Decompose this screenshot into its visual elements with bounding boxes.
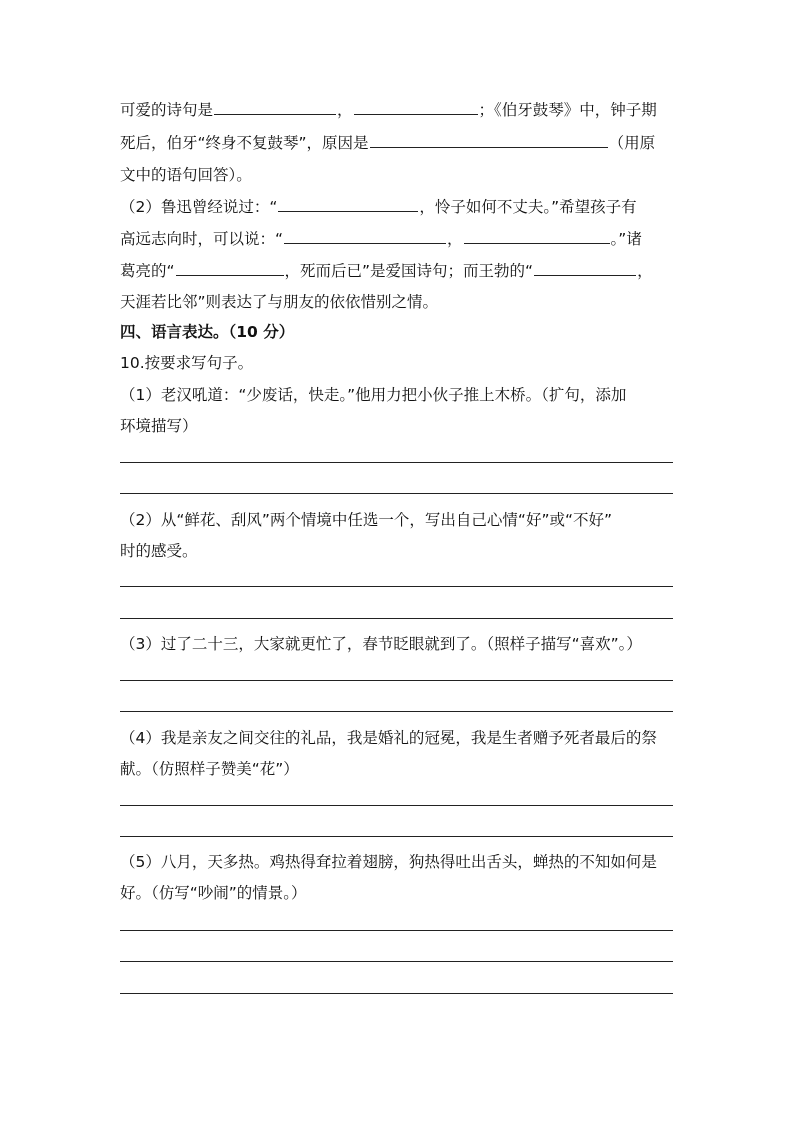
answer-blank[interactable] — [284, 229, 446, 244]
text-segment: （用原 — [608, 134, 656, 152]
question-1-text: 环境描写） — [120, 417, 198, 435]
poem-line-4 — [120, 196, 675, 218]
answer-line[interactable] — [120, 462, 673, 463]
text-segment: ， — [337, 101, 353, 119]
question-3-text: （3）过了二十三，大家就更忙了，春节眨眼就到了。（照样子描写“喜欢”。） — [120, 635, 642, 653]
text-segment: ，怜子如何不丈夫。”希望孩子有 — [419, 198, 637, 216]
answer-line[interactable] — [120, 836, 673, 837]
answer-line[interactable] — [120, 993, 673, 994]
answer-blank[interactable] — [214, 100, 336, 115]
section-heading: 四、语言表达。（10 分） — [120, 323, 295, 341]
answer-blank[interactable] — [176, 261, 284, 276]
answer-blank[interactable] — [278, 197, 418, 212]
answer-line[interactable] — [120, 493, 673, 494]
answer-blank[interactable] — [534, 261, 636, 276]
text-segment: 高远志向时，可以说：“ — [120, 230, 284, 248]
question-4-text: 献。（仿照样子赞美“花”） — [120, 760, 299, 778]
answer-line[interactable] — [120, 930, 673, 931]
answer-blank[interactable] — [354, 100, 478, 115]
text-segment: 葛亮的“ — [120, 262, 175, 280]
answer-line[interactable] — [120, 680, 673, 681]
poem-line-5 — [120, 228, 675, 250]
answer-line[interactable] — [120, 961, 673, 962]
poem-line-7: 天涯若比邻”则表达了与朋友的依依惜别之情。 — [120, 293, 439, 311]
poem-line-1 — [120, 99, 675, 121]
text-segment: ；《伯牙鼓琴》中，钟子期 — [478, 101, 657, 119]
text-segment: 。”诸 — [610, 230, 642, 248]
text-segment: ， — [447, 230, 463, 248]
question-5-text: 好。（仿写“吵闹”的情景。） — [120, 884, 307, 902]
text-segment: ，死而后已”是爱国诗句；而王勃的“ — [284, 262, 534, 280]
poem-line-2 — [120, 132, 675, 154]
text-segment: （2）鲁迅曾经说过：“ — [120, 198, 278, 216]
text-segment: 死后，伯牙“终身不复鼓琴”，原因是 — [120, 134, 369, 152]
answer-line[interactable] — [120, 618, 673, 619]
question-2-text: （2）从“鲜花、刮风”两个情境中任选一个，写出自己心情“好”或“不好” — [120, 511, 613, 529]
answer-blank[interactable] — [370, 133, 608, 148]
answer-line[interactable] — [120, 586, 673, 587]
poem-line-6 — [120, 260, 675, 282]
answer-line[interactable] — [120, 711, 673, 712]
question-title: 10.按要求写句子。 — [120, 354, 254, 372]
question-5-text: （5）八月，天多热。鸡热得耷拉着翅膀，狗热得吐出舌头，蝉热的不知如何是 — [120, 853, 657, 871]
text-segment: 可爱的诗句是 — [120, 101, 214, 119]
answer-blank[interactable] — [464, 229, 610, 244]
poem-line-3: 文中的语句回答）。 — [120, 166, 252, 184]
question-4-text: （4）我是亲友之间交往的礼品，我是婚礼的冠冕，我是生者赠予死者最后的祭 — [120, 729, 657, 747]
question-1-text: （1）老汉吼道：“少废话，快走。”他用力把小伙子推上木桥。（扩句，添加 — [120, 386, 627, 404]
answer-line[interactable] — [120, 805, 673, 806]
question-2-text: 时的感受。 — [120, 542, 198, 560]
text-segment: ， — [637, 262, 653, 280]
